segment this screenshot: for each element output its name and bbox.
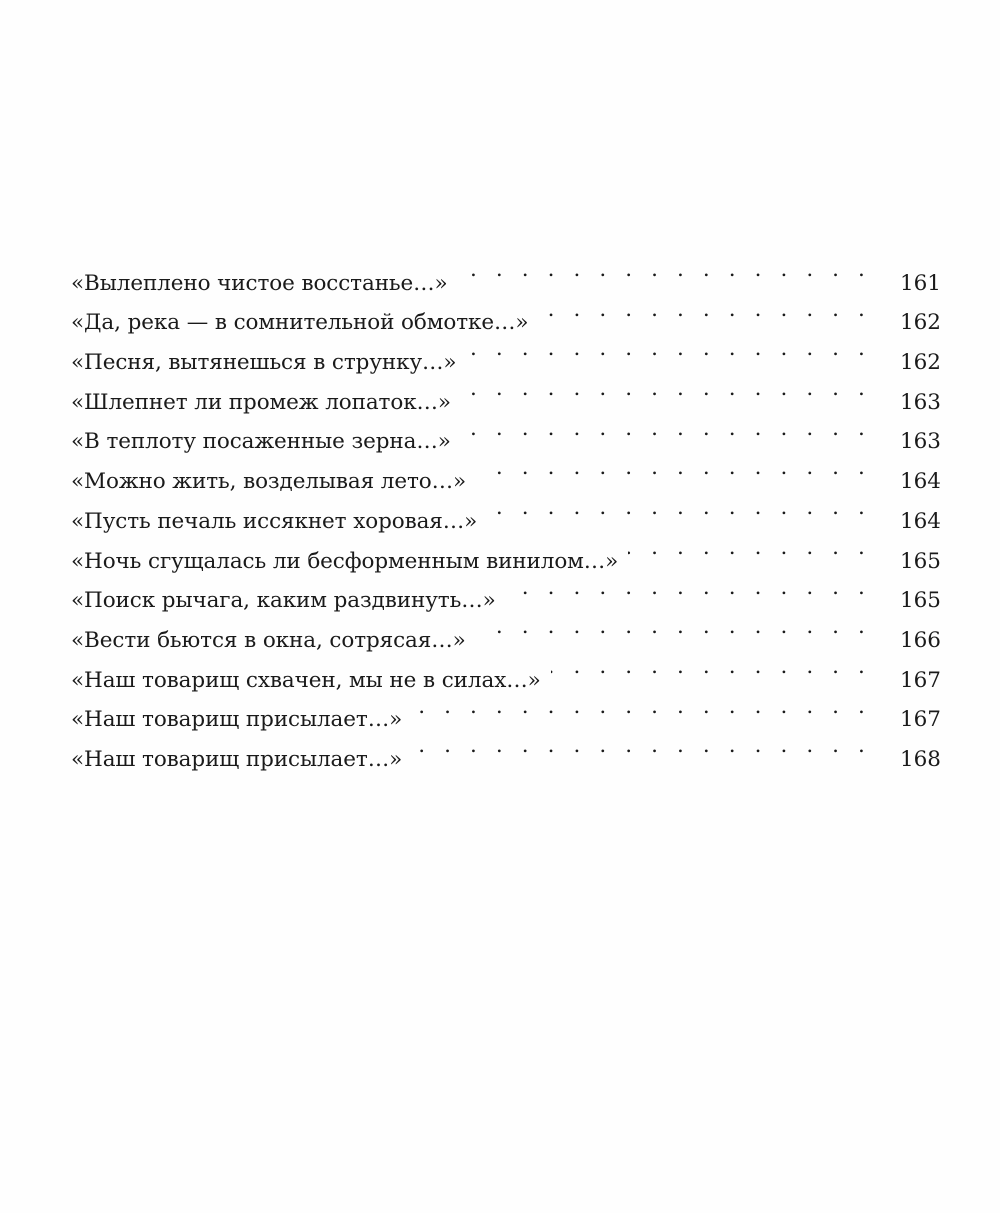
dot-leader — [551, 647, 871, 687]
dot-leader — [412, 726, 871, 766]
toc-entry-page: 161 — [899, 270, 941, 296]
toc-entry-title: «Можно жить, возделывая лето…» — [71, 469, 467, 495]
dot-leader — [476, 607, 871, 647]
toc-entry-title: «Наш товарищ схвачен, мы не в силах…» — [71, 667, 541, 693]
toc-entry-title: «Поиск рычага, каким раздвинуть…» — [71, 588, 496, 614]
dot-leader — [461, 369, 871, 409]
toc-entry-title: «Наш товарищ присылает…» — [71, 746, 403, 772]
toc-entry-page: 166 — [899, 627, 941, 653]
toc-entry-page: 164 — [899, 508, 941, 534]
toc-entry-title: «Песня, вытянешься в струнку…» — [71, 350, 457, 376]
dot-leader — [538, 290, 871, 330]
dot-leader — [628, 528, 871, 568]
toc-entry-page: 163 — [899, 389, 941, 415]
dot-leader — [487, 488, 871, 528]
toc-entry-page: 163 — [899, 429, 941, 455]
toc-entry-title: «Пусть печаль иссякнет хоровая…» — [71, 508, 478, 534]
toc-entry-page: 168 — [899, 746, 941, 772]
table-of-contents — [71, 250, 941, 772]
toc-entry-page: 165 — [899, 588, 941, 614]
dot-leader — [466, 329, 871, 369]
toc-entry — [71, 250, 941, 296]
toc-entry-title: «Ночь сгущалась ли бесформенным винилом…» — [71, 548, 619, 574]
toc-entry-title: «Наш товарищ присылает…» — [71, 707, 403, 733]
toc-entry-page: 167 — [899, 667, 941, 693]
toc-entry-title: «Да, река — в сомнительной обмотке…» — [71, 310, 529, 336]
toc-entry-title: «Вести бьются в окна, сотрясая…» — [71, 627, 466, 653]
toc-entry-page: 162 — [899, 350, 941, 376]
toc-entry-title: «Вылеплено чистое восстанье…» — [71, 270, 448, 296]
dot-leader — [476, 448, 871, 488]
toc-entry-title: «В теплоту посаженные зерна…» — [71, 429, 451, 455]
toc-entry-page: 164 — [899, 469, 941, 495]
toc-entry-page: 167 — [899, 707, 941, 733]
toc-entry-page: 162 — [899, 310, 941, 336]
dot-leader — [458, 250, 871, 290]
dot-leader — [506, 568, 871, 608]
dot-leader — [412, 687, 871, 727]
toc-entry-page: 165 — [899, 548, 941, 574]
dot-leader — [461, 409, 871, 449]
toc-entry-title: «Шлепнет ли промеж лопаток…» — [71, 389, 451, 415]
